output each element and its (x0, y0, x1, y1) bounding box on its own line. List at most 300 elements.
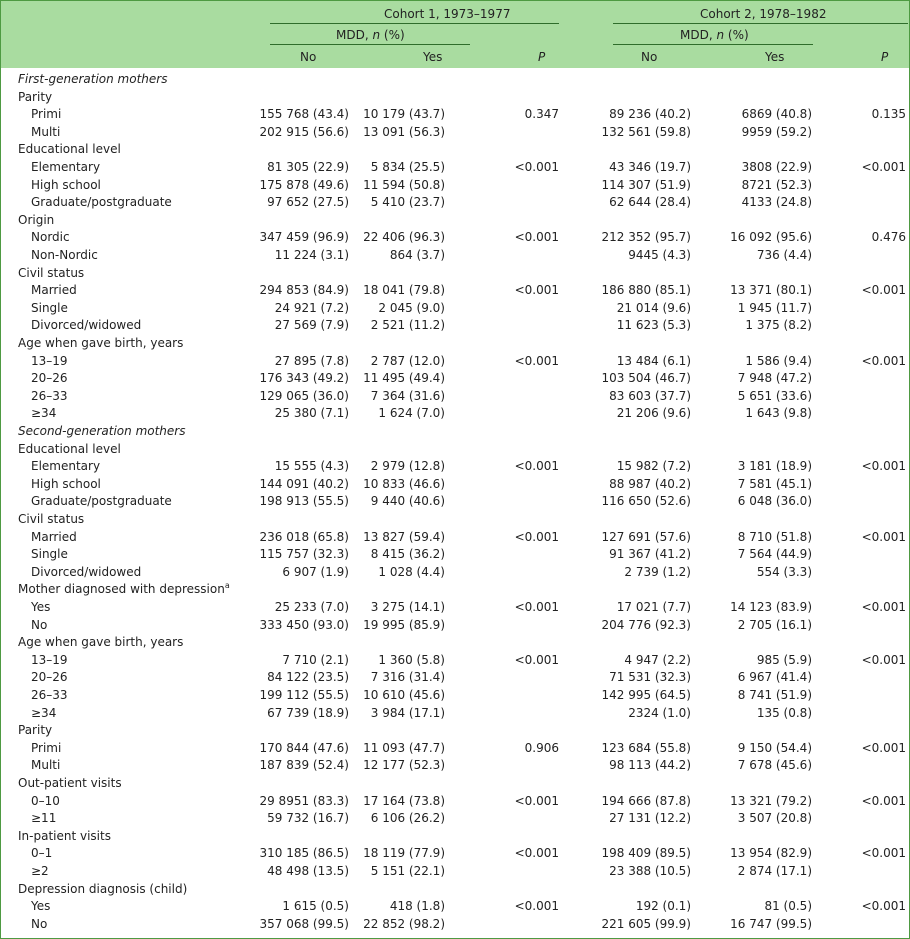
cohort1-yes-cell: 1 360 (5.8) (378, 652, 445, 667)
table-row (1, 651, 909, 669)
table-row (1, 105, 909, 123)
cohort2-p-cell: 0.135 (871, 107, 906, 122)
cohort2-p-cell: <0.001 (861, 793, 906, 808)
cohort2-p-cell: <0.001 (861, 283, 906, 298)
row-label (31, 793, 60, 809)
cohort2-no-cell: 62 644 (28.4) (609, 195, 691, 210)
cohort2-yes-cell: 9959 (59.2) (741, 124, 812, 139)
cohort1-no-cell: 115 757 (32.3) (259, 547, 349, 562)
label-text: Non-Nordic (31, 248, 98, 262)
cohort1-no-cell: 175 878 (49.6) (259, 177, 349, 192)
cohort1-no-cell: 6 907 (1.9) (282, 564, 349, 579)
cohort1-no-cell: 25 233 (7.0) (274, 600, 349, 614)
cohort1-no-cell: 155 768 (43.4) (259, 107, 349, 122)
category-label (18, 141, 121, 157)
row-label (31, 194, 172, 210)
footnote-marker: a (224, 581, 230, 591)
category-label (18, 511, 84, 527)
cohort2-p-cell: 0.476 (871, 230, 906, 245)
category-label (18, 634, 183, 650)
label-text: Origin (18, 212, 55, 227)
label-text: Parity (18, 723, 53, 738)
label-text: No (31, 617, 48, 632)
cohort1-no-cell: 170 844 (47.6) (259, 740, 349, 755)
cohort1-yes-cell: 22 852 (98.2) (363, 916, 445, 931)
row-label (31, 599, 50, 615)
cohort2-yes-cell: 8721 (52.3) (741, 177, 812, 192)
label-text: Out-patient visits (18, 776, 122, 790)
cohort2-p-cell: <0.001 (861, 459, 906, 474)
category-row (1, 334, 909, 352)
cohort1-no-cell: 25 380 (7.1) (274, 406, 349, 421)
cohort2-yes-cell: 3 181 (18.9) (737, 459, 812, 474)
cohort2-mdd-heading: MDD, n (%) (680, 28, 749, 42)
cohort1-yes-cell: 10 610 (45.6) (363, 688, 445, 702)
cohort1-yes-cell: 18 041 (79.8) (363, 283, 445, 298)
cohort2-p-cell: <0.001 (861, 160, 906, 174)
row-label (31, 652, 68, 668)
category-row (1, 633, 909, 651)
label-text: Mother diagnosed with depression (18, 582, 225, 597)
cohort2-no-cell: 103 504 (46.7) (601, 371, 691, 386)
row-label (31, 300, 68, 316)
cohort1-p-cell: 0.347 (524, 107, 559, 122)
row-label (31, 810, 56, 826)
cohort2-p-cell: <0.001 (861, 899, 906, 914)
table-row (1, 369, 909, 387)
label-text: Educational level (18, 441, 121, 456)
cohort1-no-cell: 347 459 (96.9) (259, 230, 349, 245)
label-text: ≥34 (31, 705, 57, 720)
cohort2-no-cell: 198 409 (89.5) (601, 846, 691, 861)
cohort2-yes-cell: 13 321 (79.2) (730, 793, 812, 808)
cohort1-no-cell: 333 450 (93.0) (259, 617, 349, 632)
cohort1-p-cell: <0.001 (514, 459, 559, 474)
cohort2-yes-cell: 13 371 (80.1) (730, 283, 812, 298)
label-text: Single (31, 300, 68, 315)
cohort1-yes-cell: 8 415 (36.2) (370, 547, 445, 562)
label-text: No (31, 916, 48, 931)
cohort1-heading: Cohort 1, 1973–1977 (384, 7, 511, 21)
cohort2-no-cell: 23 388 (10.5) (609, 864, 691, 878)
label-text: Second-generation mothers (18, 424, 186, 438)
cohort1-no-cell: 7 710 (2.1) (282, 652, 349, 667)
label-text: 0–10 (31, 793, 60, 808)
cohort1-yes-cell: 19 995 (85.9) (363, 617, 445, 632)
label-text: Yes (31, 600, 51, 614)
cohort2-no-cell: 212 352 (95.7) (601, 230, 691, 245)
cohort2-yes-header: Yes (765, 50, 785, 64)
category-label (18, 441, 121, 457)
cohort1-no-cell: 199 112 (55.5) (259, 688, 349, 702)
cohort2-no-cell: 27 131 (12.2) (609, 811, 691, 826)
cohort1-no-cell: 27 895 (7.8) (274, 353, 349, 368)
cohort1-yes-cell: 2 787 (12.0) (370, 353, 445, 368)
label-text: 20–26 (31, 371, 68, 386)
cohort2-no-cell: 21 014 (9.6) (616, 300, 691, 315)
cohort1-no-cell: 15 555 (4.3) (274, 459, 349, 474)
label-text: Divorced/widowed (31, 564, 142, 579)
cohort2-yes-cell: 2 705 (16.1) (737, 617, 812, 632)
cohort2-no-cell: 221 605 (99.9) (601, 916, 691, 931)
label-text: Age when gave birth, years (18, 336, 184, 350)
table-row (1, 158, 909, 176)
cohort1-yes-cell: 18 119 (77.9) (363, 846, 445, 861)
label-text: ≥11 (31, 811, 57, 826)
row-label (31, 247, 98, 263)
cohort1-no-cell: 59 732 (16.7) (267, 811, 349, 826)
cohort2-no-cell: 204 776 (92.3) (601, 617, 691, 632)
table-row (1, 457, 909, 475)
cohort1-yes-cell: 11 093 (47.7) (363, 740, 445, 755)
cohort2-p-cell: <0.001 (861, 529, 906, 544)
row-label (31, 705, 56, 721)
cohort2-yes-cell: 1 643 (9.8) (745, 406, 812, 421)
table-row (1, 352, 909, 370)
table-row (1, 809, 909, 827)
category-row (1, 211, 909, 229)
cohort1-yes-cell: 13 091 (56.3) (363, 124, 445, 139)
cohort2-p-header: P (881, 50, 889, 64)
cohort2-yes-cell: 135 (0.8) (756, 705, 812, 720)
row-label (31, 757, 60, 773)
cohort2-mdd-rule (613, 44, 813, 45)
cohort1-no-cell: 11 224 (3.1) (274, 248, 349, 262)
table-row (1, 704, 909, 722)
cohort1-yes-cell: 11 594 (50.8) (363, 177, 445, 192)
category-label (18, 265, 84, 281)
label-text: 13–19 (31, 652, 68, 667)
cohort2-no-cell: 186 880 (85.1) (601, 283, 691, 298)
table-row (1, 281, 909, 299)
cohort1-no-cell: 144 091 (40.2) (259, 476, 349, 491)
label-text: Yes (31, 899, 51, 914)
cohort2-yes-cell: 8 741 (51.9) (737, 688, 812, 702)
row-label (31, 405, 56, 421)
cohort2-yes-cell: 1 375 (8.2) (745, 318, 812, 333)
cohort1-yes-cell: 9 440 (40.6) (370, 494, 445, 509)
cohort2-yes-cell: 81 (0.5) (764, 899, 812, 914)
row-label (31, 916, 47, 932)
cohort2-yes-cell: 7 948 (47.2) (737, 371, 812, 386)
row-label (31, 106, 61, 122)
label-text: Divorced/widowed (31, 318, 142, 333)
cohort1-yes-cell: 5 151 (22.1) (370, 864, 445, 878)
cohort1-yes-cell: 3 275 (14.1) (370, 600, 445, 614)
cohort2-p-cell: <0.001 (861, 740, 906, 755)
cohort2-yes-cell: 6869 (40.8) (741, 107, 812, 122)
cohort2-rule (613, 23, 908, 24)
cohort2-no-cell: 21 206 (9.6) (616, 406, 691, 421)
table-row (1, 563, 909, 581)
table-row (1, 387, 909, 405)
cohort1-p-cell: <0.001 (514, 353, 559, 368)
cohort1-no-cell: 236 018 (65.8) (259, 529, 349, 544)
row-label (31, 687, 68, 703)
cohort1-p-cell: <0.001 (514, 600, 559, 614)
label-text: Parity (18, 89, 53, 104)
row-label (31, 229, 70, 245)
cohort1-no-cell: 24 921 (7.2) (274, 300, 349, 315)
cohort1-p-cell: <0.001 (514, 793, 559, 808)
cohort2-no-cell: 2324 (1.0) (628, 705, 691, 720)
cohort2-p-cell: <0.001 (861, 353, 906, 368)
cohort2-yes-cell: 9 150 (54.4) (737, 740, 812, 755)
cohort2-yes-cell: 1 586 (9.4) (745, 353, 812, 368)
cohort2-yes-cell: 7 581 (45.1) (737, 476, 812, 491)
section-header-row (1, 422, 909, 440)
cohort2-yes-cell: 5 651 (33.6) (737, 388, 812, 403)
label-text: Civil status (18, 265, 85, 280)
table-row (1, 616, 909, 634)
label-text: Depression diagnosis (child) (18, 881, 188, 896)
row-label (31, 159, 100, 175)
cohort1-yes-cell: 3 984 (17.1) (370, 705, 445, 720)
cohort1-yes-cell: 2 045 (9.0) (378, 300, 445, 315)
cohort1-no-cell: 81 305 (22.9) (267, 160, 349, 174)
cohort2-no-cell: 9445 (4.3) (628, 248, 691, 262)
category-row (1, 440, 909, 458)
cohort2-no-cell: 132 561 (59.8) (601, 124, 691, 139)
section-header-row (1, 70, 909, 88)
cohort2-yes-cell: 7 564 (44.9) (737, 547, 812, 562)
category-row (1, 140, 909, 158)
cohort2-heading: Cohort 2, 1978–1982 (700, 7, 827, 21)
cohort2-yes-cell: 3808 (22.9) (741, 160, 812, 174)
label-text: 20–26 (31, 670, 68, 685)
row-label (31, 177, 101, 193)
cohort2-p-cell: <0.001 (861, 652, 906, 667)
cohort2-yes-cell: 6 967 (41.4) (737, 670, 812, 685)
cohort1-yes-cell: 1 028 (4.4) (378, 564, 445, 579)
table-row (1, 545, 909, 563)
table-header (1, 1, 909, 68)
category-label (18, 722, 52, 738)
category-row (1, 880, 909, 898)
cohort1-rule (270, 23, 559, 24)
category-row (1, 721, 909, 739)
cohort2-no-cell: 88 987 (40.2) (609, 476, 691, 491)
cohort1-no-cell: 29 8951 (83.3) (259, 793, 349, 808)
cohort2-yes-cell: 985 (5.9) (756, 652, 812, 667)
cohort2-yes-cell: 4133 (24.8) (741, 195, 812, 210)
cohort2-no-cell: 71 531 (32.3) (609, 670, 691, 685)
row-label (31, 493, 172, 509)
label-text: Nordic (31, 230, 70, 245)
cohort2-yes-cell: 16 092 (95.6) (730, 230, 812, 245)
cohort2-no-cell: 11 623 (5.3) (616, 318, 691, 333)
cohort1-yes-cell: 7 364 (31.6) (370, 388, 445, 403)
cohort2-no-cell: 89 236 (40.2) (609, 107, 691, 122)
table-row (1, 193, 909, 211)
category-label (18, 89, 52, 105)
table-row (1, 598, 909, 616)
label-text: Multi (31, 758, 61, 773)
cohort1-no-header: No (300, 50, 317, 64)
cohort1-yes-cell: 17 164 (73.8) (363, 793, 445, 808)
cohort1-yes-header: Yes (423, 50, 443, 64)
label-text: 26–33 (31, 688, 68, 702)
row-label (31, 476, 101, 492)
label-text: Single (31, 547, 68, 562)
cohort1-no-cell: 1 615 (0.5) (282, 899, 349, 914)
cohort2-no-cell: 114 307 (51.9) (601, 177, 691, 192)
label-text: ≥2 (31, 864, 49, 878)
row-label (31, 529, 77, 545)
section-label (18, 71, 167, 87)
category-label (18, 881, 187, 897)
table-row (1, 246, 909, 264)
cohort2-no-cell: 4 947 (2.2) (624, 652, 691, 667)
category-row (1, 774, 909, 792)
row-label (31, 740, 61, 756)
cohort2-no-cell: 15 982 (7.2) (616, 459, 691, 474)
category-label (18, 212, 54, 228)
cohort1-yes-cell: 1 624 (7.0) (378, 406, 445, 421)
label-text: Graduate/postgraduate (31, 494, 172, 509)
cohort2-yes-cell: 13 954 (82.9) (730, 846, 812, 861)
cohort1-no-cell: 84 122 (23.5) (267, 670, 349, 685)
cohort1-no-cell: 129 065 (36.0) (259, 388, 349, 403)
table-row (1, 915, 909, 933)
cohort2-p-cell: <0.001 (861, 600, 906, 614)
row-label (31, 898, 50, 914)
cohort1-yes-cell: 13 827 (59.4) (363, 529, 445, 544)
cohort1-no-cell: 187 839 (52.4) (259, 758, 349, 773)
cohort1-yes-cell: 5 410 (23.7) (370, 195, 445, 210)
cohort1-mdd-rule (270, 44, 470, 45)
cohort2-yes-cell: 6 048 (36.0) (737, 494, 812, 509)
cohort1-no-cell: 294 853 (84.9) (259, 283, 349, 298)
cohort1-p-cell: <0.001 (514, 283, 559, 298)
cohort1-yes-cell: 2 521 (11.2) (370, 318, 445, 333)
cohort1-yes-cell: 22 406 (96.3) (363, 230, 445, 245)
cohort2-no-cell: 91 367 (41.2) (609, 547, 691, 562)
table-row (1, 668, 909, 686)
cohort1-yes-cell: 10 179 (43.7) (363, 107, 445, 122)
cohort1-yes-cell: 11 495 (49.4) (363, 371, 445, 386)
cohort2-no-cell: 123 684 (55.8) (601, 740, 691, 755)
category-label (18, 828, 111, 844)
label-text: Primi (31, 107, 62, 122)
label-text: Educational level (18, 142, 121, 157)
cohort2-no-cell: 43 346 (19.7) (609, 160, 691, 174)
cohort1-mdd-heading: MDD, n (%) (336, 28, 405, 42)
cohort1-p-cell: <0.001 (514, 529, 559, 544)
cohort1-yes-cell: 2 979 (12.8) (370, 459, 445, 474)
cohort2-yes-cell: 554 (3.3) (756, 564, 812, 579)
category-row (1, 264, 909, 282)
cohort2-yes-cell: 14 123 (83.9) (730, 600, 812, 614)
cohort1-no-cell: 176 343 (49.2) (259, 371, 349, 386)
cohort1-no-cell: 202 915 (56.6) (259, 124, 349, 139)
table-row (1, 404, 909, 422)
label-text: Civil status (18, 512, 85, 526)
cohort2-no-cell: 192 (0.1) (635, 899, 691, 914)
cohort1-p-cell: 0.906 (524, 740, 559, 755)
table-row (1, 862, 909, 880)
label-text: 13–19 (31, 353, 68, 368)
cohort1-p-cell: <0.001 (514, 846, 559, 861)
cohort2-yes-cell: 7 678 (45.6) (737, 758, 812, 773)
cohort1-no-cell: 48 498 (13.5) (267, 864, 349, 878)
cohort2-yes-cell: 1 945 (11.7) (737, 300, 812, 315)
table-row (1, 123, 909, 141)
cohort1-p-cell: <0.001 (514, 160, 559, 174)
row-label (31, 863, 49, 879)
cohort2-no-cell: 98 113 (44.2) (609, 758, 691, 773)
cohort1-no-cell: 310 185 (86.5) (259, 846, 349, 861)
table-row (1, 475, 909, 493)
label-text: In-patient visits (18, 828, 111, 843)
label-text: High school (31, 177, 101, 192)
table-row (1, 492, 909, 510)
cohort2-yes-cell: 3 507 (20.8) (737, 811, 812, 826)
cohort1-p-cell: <0.001 (514, 230, 559, 245)
label-text: Age when gave birth, years (18, 635, 184, 650)
category-row (1, 827, 909, 845)
cohort2-no-cell: 194 666 (87.8) (601, 793, 691, 808)
label-text: ≥34 (31, 406, 57, 421)
row-label (31, 458, 100, 474)
table-row (1, 316, 909, 334)
cohort1-yes-cell: 12 177 (52.3) (363, 758, 445, 773)
category-label (18, 775, 122, 791)
table-row (1, 686, 909, 704)
row-label (31, 546, 68, 562)
category-label (18, 335, 183, 351)
section-label (18, 423, 185, 439)
cohort1-yes-cell: 6 106 (26.2) (370, 811, 445, 826)
category-row (1, 88, 909, 106)
cohort2-no-cell: 116 650 (52.6) (601, 494, 691, 509)
row-label (31, 282, 77, 298)
table-row (1, 228, 909, 246)
cohort1-yes-cell: 5 834 (25.5) (370, 160, 445, 174)
cohort1-yes-cell: 10 833 (46.6) (363, 476, 445, 491)
cohort1-yes-cell: 7 316 (31.4) (370, 670, 445, 685)
label-text: Primi (31, 740, 62, 755)
cohort2-p-cell: <0.001 (861, 846, 906, 861)
table-row (1, 176, 909, 194)
label-text: First-generation mothers (18, 72, 168, 86)
table-row (1, 739, 909, 757)
table-row (1, 844, 909, 862)
table-row (1, 756, 909, 774)
row-label (31, 845, 52, 861)
cohort2-yes-cell: 8 710 (51.8) (737, 529, 812, 544)
row-label (31, 317, 141, 333)
cohort1-yes-cell: 864 (3.7) (389, 248, 445, 262)
cohort1-yes-cell: 418 (1.8) (389, 899, 445, 914)
label-text: High school (31, 476, 101, 491)
row-label (31, 370, 68, 386)
table-row (1, 897, 909, 915)
cohort1-no-cell: 97 652 (27.5) (267, 195, 349, 210)
row-label (31, 669, 68, 685)
cohort1-no-cell: 198 913 (55.5) (259, 494, 349, 509)
category-row (1, 580, 909, 598)
label-text: Multi (31, 124, 61, 139)
label-text: 26–33 (31, 388, 68, 403)
cohort1-no-cell: 357 068 (99.5) (259, 916, 349, 931)
cohort1-p-header: P (538, 50, 546, 64)
label-text: Elementary (31, 459, 101, 474)
row-label (31, 617, 47, 633)
cohort2-no-cell: 127 691 (57.6) (601, 529, 691, 544)
table-row (1, 792, 909, 810)
cohort2-yes-cell: 16 747 (99.5) (730, 916, 812, 931)
